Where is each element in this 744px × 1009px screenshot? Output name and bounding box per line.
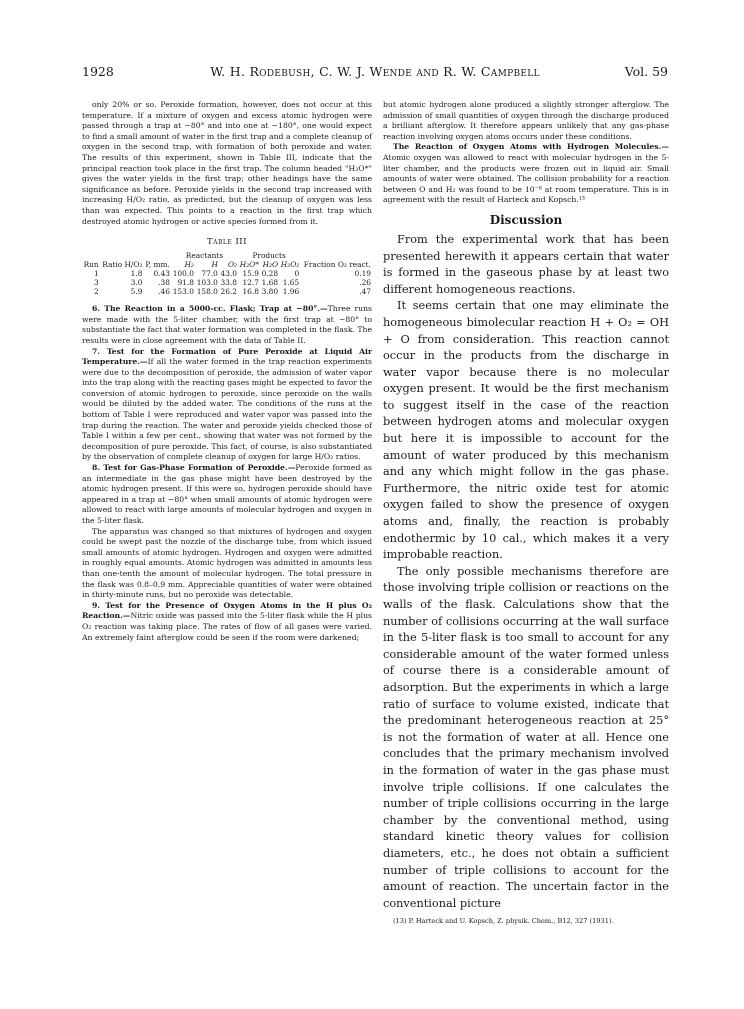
table-cell: 0 — [294, 269, 300, 279]
table-cell: 2 — [94, 287, 99, 297]
table-cell: 16.8 — [242, 287, 259, 297]
paragraph: only 20% or so. Peroxide formation, however, does not occur at this temperature. If a mixture of oxygen and excess atomic hydrogen were passed through a trap at −80° and into one at −180°, one would expect to find a small amount of water in the first trap and a complete cleanup of oxygen in the second trap, with formation of both peroxide and water. The results of this experiment, shown in Table III, indicate that the principal reaction took place in the first trap. The column headed "H₂O*" gives the water yields in the first trap; other headings have the same significance as before. Peroxide yields in the second trap increased with increasing H/O₂ ratio, as predicted, but the cleanup of oxygen was less than was expected. This points to a reaction in the first trap which destroyed atomic hydrogen or active species formed from it. — [82, 100, 372, 226]
section-6-heading: 6. The Reaction in a 5000-cc. Flask; Trap at −80°.— — [92, 304, 328, 314]
table-header-cell: Run — [83, 260, 99, 270]
table-title: Table III — [206, 237, 248, 248]
footnote: (13) P. Harteck and U. Kopsch, Z. physik. Chem., B12, 327 (1931). — [393, 917, 614, 926]
left-column — [82, 100, 372, 643]
section-7-heading: 7. Test for the Formation of Pure Peroxide at Liquid Air Temperature.— — [82, 346, 372, 367]
table-cell: 3.0 — [130, 278, 143, 288]
table-cell: 0.28 — [261, 269, 279, 279]
table-cell: 1 — [94, 269, 99, 279]
table-cell: .38 — [158, 278, 170, 288]
section-8-text: Peroxide formed as an intermediate in the gas phase might have been destroyed by the atomic hydrogen present. If this were so, hydrogen peroxide should have appeared in a trap at −80° when small amounts of atomic hydrogen were allowed to react with large amounts of molecular hydrogen and oxygen in the 5-liter flask. — [82, 463, 372, 525]
section-9-heading: 9. Test for the Presence of Oxygen Atoms in the H plus O₂ Reaction.— — [82, 600, 372, 621]
section-6 — [82, 304, 372, 346]
table-header-cell: H₂ — [184, 260, 194, 270]
table-header-cell: P, mm. — [145, 260, 170, 270]
section-9-text: Nitric oxide was passed into the 5-liter flask while the H plus O₂ reaction was taking place. The rates of flow of all gases were varied. An extremely faint afterglow could be seen if the room were darkened; — [82, 611, 372, 642]
discussion-paragraph: From the experimental work that has been presented herewith it appears certain that water is formed in the gaseous phase by at least two different homogeneous reactions. — [383, 232, 669, 296]
table-group-products: Products — [252, 251, 286, 261]
table-cell: 0.43 — [153, 269, 170, 279]
section-7-text: If all the water formed in the trap reaction experiments were due to the decomposition of peroxide, the admission of water vapor into the trap along with the reacting gases might be expected to favor the conversion of atomic hydrogen to peroxide, since peroxide on the walls would be diluted by the added water. The conditions of the runs at the bottom of Table I were reproduced and water vapor was passed into the trap during the reaction. The water and peroxide yields checked those of Table I within a few per cent., showing that water was not formed by the decomposition of pure peroxide. This fact, of course, is also substantiated by the observation of complete cleanup of oxygen for large H/O₂ ratios. — [82, 357, 372, 462]
table-cell: 1.68 — [261, 278, 279, 288]
table-cell: 100.0 — [172, 269, 194, 279]
table-row — [82, 287, 372, 296]
section-heading: The Reaction of Oxygen Atoms with Hydrogen Molecules.— — [393, 142, 669, 152]
table-cell: 158.0 — [196, 287, 218, 297]
table-header-cell: H — [211, 260, 218, 270]
table-cell: 1.8 — [130, 269, 143, 279]
table-cell: 77.0 — [201, 269, 218, 279]
volume-label: Vol. 59 — [624, 64, 668, 79]
table-cell: 103.0 — [196, 278, 218, 288]
running-head-authors: W. H. Rodebush, C. W. J. Wende and R. W. Campbell — [210, 64, 540, 79]
section-8 — [82, 463, 372, 527]
discussion-paragraph: The only possible mechanisms therefore are those involving triple collision or reactions on the walls of the flask. Calculations show that the number of collisions occurring at the wall surface in the 5-liter flask is too small to account for any considerable amount of the water formed unless of course there is a considerable amount of adsorption. But the experiments in which a large ratio of surface to volume existed, indicate that the predominant heterogeneous reaction at 25° is not the formation of water at all. Hence one concludes that the primary mechanism involved in the formation of water in the gas phase must involve triple collisions. If one calculates the number of triple collisions occurring in the large chamber by the conventional method, using standard kinetic theory values for collision diameters, etc., he does not obtain a sufficient number of triple collisions to account for the amount of reaction. The uncertain factor in the conventional picture — [383, 564, 669, 910]
discussion-heading: Discussion — [489, 212, 563, 227]
table-header-cell: H₂O₂ — [280, 260, 300, 270]
table-cell: 3.80 — [261, 287, 279, 297]
table-cell: 26.2 — [220, 287, 238, 297]
section-8-paragraph: The apparatus was changed so that mixtures of hydrogen and oxygen could be swept past the nozzle of the discharge tube, from which issued small amounts of atomic hydrogen. Hydrogen and oxygen were admitted in roughly equal amounts. Atomic hydrogen was admitted in amounts less than one-tenth the amount of molecular hydrogen. The total pressure in the flask was 0.8–0.9 mm. Appreciable quantities of water were obtained in thirty-minute runs, but no peroxide was detectable. — [82, 526, 372, 600]
table-header-cell: H₂O — [262, 260, 279, 270]
table-cell: 43.0 — [220, 269, 238, 279]
table-header-row — [82, 260, 372, 269]
table-header-cell: H₂O* — [239, 260, 259, 270]
table-cell: 1.65 — [282, 278, 300, 288]
section-9 — [82, 601, 372, 643]
table-cell: .47 — [359, 287, 371, 297]
table-cell: .46 — [158, 287, 170, 297]
data-table — [82, 251, 372, 296]
table-cell: 0.19 — [354, 269, 371, 279]
discussion-paragraph: It seems certain that one may eliminate the homogeneous bimolecular reaction H + O₂ = OH + O from consideration. This reaction cannot occur in the products from the discharge in water vapor because there is no molecular oxygen present. It would be the first mechanism to suggest itself in the case of the reaction between hydrogen atoms and molecular oxygen but here it is impossible to account for the amount of water produced by this mechanism and any which might follow in the gas phase. Furthermore, the nitric oxide test for atomic oxygen failed to show the presence of oxygen atoms and, finally, the reaction is probably endothermic by 10 cal., which makes it a very improbable reaction. — [383, 299, 669, 562]
table-row — [82, 269, 372, 278]
table-header-cell: Ratio H/O₂ — [102, 260, 143, 270]
section-text: Atomic oxygen was allowed to react with molecular hydrogen in the 5-liter chamber, and the products were frozen out in liquid air. Small amounts of water were obtained. The collision probability for a reaction between O and H₂ was found to be 10⁻⁸ at room temperature. This is in agreement with the result of Harteck and Kopsch.¹³ — [383, 152, 669, 205]
section-7 — [82, 347, 372, 464]
paragraph: but atomic hydrogen alone produced a slightly stronger afterglow. The admission of small quantities of oxygen through the discharge produced a brilliant afterglow. It therefore appears unlikely that any gas-phase reaction involving oxygen atoms occurs under these conditions. — [383, 100, 669, 141]
section-6-text: Three runs were made with the 5-liter chamber, with the first trap at −80° to substantiate the fact that water formation was completed in the flask. The results were in close agreement with the data of Table II. — [82, 304, 372, 345]
table-header-cell: Fraction O₂ react. — [303, 260, 371, 270]
table-row — [82, 278, 372, 287]
table-cell: 3 — [94, 278, 99, 288]
table-cell: 33.8 — [220, 278, 238, 288]
table-group-header-row — [82, 251, 372, 260]
table-header-cell: O₂ — [227, 260, 238, 270]
table-cell: .26 — [359, 278, 371, 288]
section-oxygen-atoms — [383, 142, 669, 206]
section-8-heading: 8. Test for Gas-Phase Formation of Peroxide.— — [92, 463, 296, 473]
page-number: 1928 — [82, 64, 114, 79]
table-cell: 15.9 — [242, 269, 259, 279]
running-header — [82, 64, 668, 82]
table-cell: 91.8 — [177, 278, 194, 288]
table-cell: 5.9 — [130, 287, 143, 297]
table-cell: 1.96 — [282, 287, 300, 297]
table-cell: 12.7 — [242, 278, 259, 288]
table-cell: 153.0 — [172, 287, 194, 297]
right-column — [383, 100, 669, 926]
table-group-reactants: Reactants — [185, 251, 224, 261]
